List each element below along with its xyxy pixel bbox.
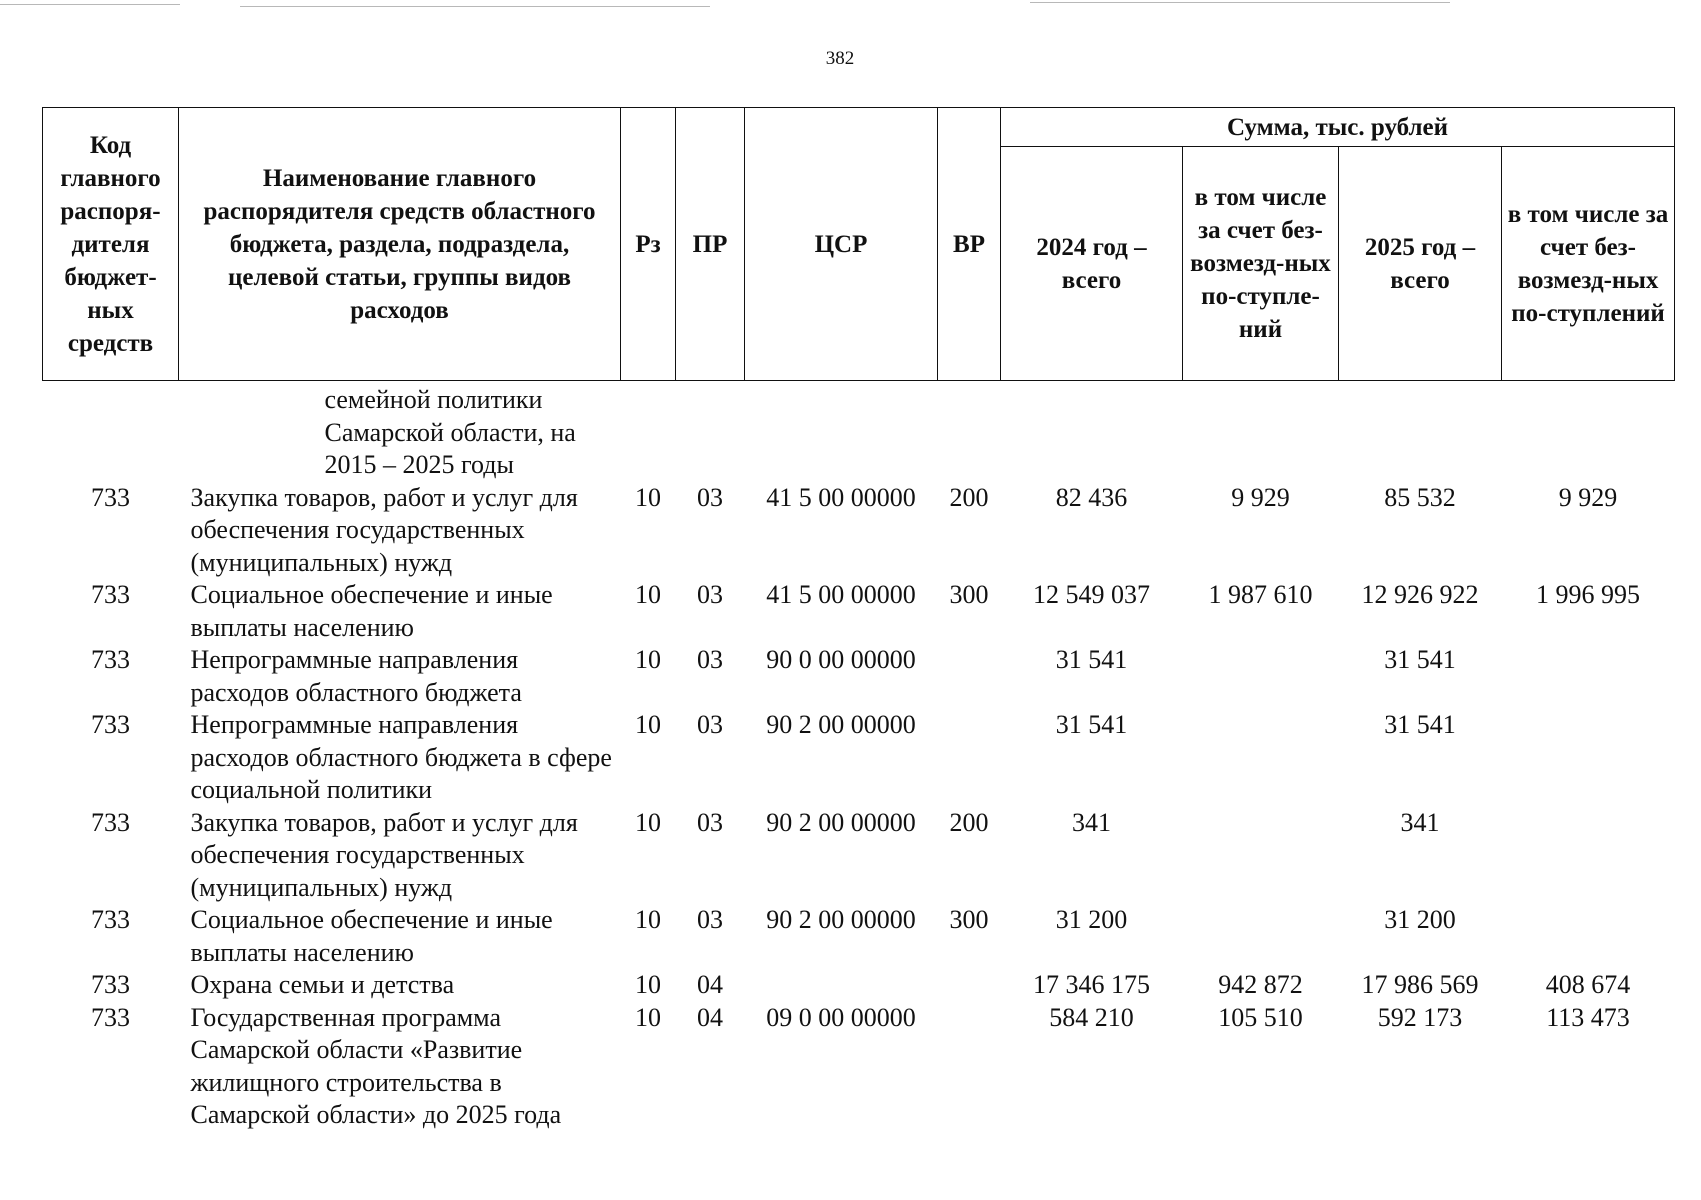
cell-code: 733 (91, 970, 130, 999)
cell-name: Социальное обеспечение и иные выплаты населению (190, 905, 553, 967)
cell-name: Охрана семьи и детства (190, 970, 455, 999)
cell-code: 733 (91, 482, 130, 512)
cell-2024-total: 31 541 (1055, 710, 1128, 739)
cell-pr: 03 (697, 645, 723, 674)
cell-2024-free: 9 929 (1231, 482, 1290, 512)
cell-2025-total: 12 926 922 (1361, 580, 1479, 609)
cell-pr: 04 (697, 970, 723, 999)
cell-rz: 10 (635, 807, 661, 837)
cell-2025-free (1502, 381, 1675, 482)
cell-vr (938, 381, 1001, 482)
cell-2024-total: 17 346 175 (1033, 970, 1150, 999)
cell-code (43, 381, 179, 482)
header-sum: Сумма, тыс. рублей (1001, 108, 1675, 147)
cell-2024-total: 31 541 (1055, 645, 1128, 674)
cell-rz: 10 (635, 970, 661, 999)
cell-name: Социальное обеспечение и иные выплаты населению (190, 580, 553, 642)
cell-2025-total: 341 (1400, 807, 1440, 837)
cell-pr: 03 (697, 580, 723, 609)
cell-code: 733 (91, 710, 130, 739)
cell-2025-total: 592 173 (1377, 1002, 1463, 1032)
table-body (43, 381, 1675, 1132)
cell-csr (745, 381, 938, 482)
cell-csr: 90 2 00 00000 (766, 710, 916, 739)
cell-2024-free (1183, 807, 1339, 905)
cell-rz: 10 (635, 645, 661, 674)
table-row (43, 644, 1675, 709)
header-2025-total: 2025 год – всего (1339, 147, 1502, 381)
cell-csr: 41 5 00 00000 (766, 580, 916, 609)
header-vr: ВР (938, 108, 1001, 381)
cell-2024-free (1183, 709, 1339, 807)
cell-rz (621, 381, 676, 482)
cell-rz: 10 (635, 710, 661, 739)
cell-code: 733 (91, 580, 130, 609)
cell-code: 733 (91, 645, 130, 674)
cell-2024-free: 1 987 610 (1208, 580, 1313, 609)
cell-name: Закупка товаров, работ и услуг для обеспечения государственных (муниципальных) нужд (190, 807, 578, 902)
cell-vr: 200 (949, 807, 989, 837)
cell-vr: 200 (949, 482, 989, 512)
page-number: 382 (825, 48, 855, 69)
cell-2025-total: 31 200 (1384, 905, 1456, 934)
cell-vr (938, 644, 1001, 709)
cell-csr: 90 0 00 00000 (766, 645, 916, 674)
cell-code: 733 (91, 905, 130, 934)
cell-csr: 90 2 00 00000 (766, 807, 916, 837)
cell-rz: 10 (635, 482, 661, 512)
cell-pr: 03 (697, 710, 723, 739)
table-row (43, 381, 1675, 482)
table-header (43, 108, 1675, 381)
cell-2024-free (1183, 644, 1339, 709)
cell-2025-free (1502, 807, 1675, 905)
scan-artifact-line (1030, 2, 1450, 3)
table-row (43, 482, 1675, 580)
cell-2024-total: 341 (1072, 807, 1111, 837)
cell-csr: 41 5 00 00000 (766, 482, 916, 512)
cell-2024-total (1001, 381, 1183, 482)
cell-2025-free (1502, 644, 1675, 709)
cell-csr: 90 2 00 00000 (766, 905, 916, 934)
cell-2025-free: 408 674 (1545, 970, 1631, 999)
cell-2025-total: 31 541 (1384, 710, 1456, 739)
cell-pr: 03 (697, 482, 723, 512)
cell-2024-total: 584 210 (1049, 1002, 1134, 1032)
cell-2025-free: 9 929 (1558, 482, 1618, 512)
cell-code: 733 (91, 807, 130, 837)
table-row (43, 904, 1675, 969)
cell-2024-total: 31 200 (1055, 905, 1128, 934)
cell-2024-total: 12 549 037 (1033, 580, 1150, 609)
cell-rz: 10 (635, 1002, 661, 1032)
cell-name: семейной политики Самарской области, на 2015 – 2025 годы (324, 385, 576, 479)
cell-rz: 10 (635, 905, 661, 934)
cell-2024-free (1183, 904, 1339, 969)
cell-vr: 300 (949, 905, 989, 934)
cell-2025-free (1502, 904, 1675, 969)
cell-2024-free: 942 872 (1218, 970, 1303, 999)
cell-csr (745, 969, 938, 1002)
cell-2025-total (1339, 381, 1502, 482)
cell-name: Государственная программа Самарской области «Развитие жилищного строительства в Самарской области» до 2025 года (190, 1002, 562, 1129)
cell-2024-free: 105 510 (1218, 1002, 1303, 1032)
cell-pr: 03 (697, 807, 723, 837)
scan-artifact-line (240, 6, 710, 7)
table-row (43, 807, 1675, 905)
cell-rz: 10 (635, 580, 661, 609)
cell-2024-total: 82 436 (1055, 482, 1128, 512)
header-2024-free: в том числе за счет без-возмезд-ных по-ступле-ний (1183, 147, 1339, 381)
table-row (43, 1002, 1675, 1132)
header-csr: ЦСР (745, 108, 938, 381)
cell-csr: 09 0 00 00000 (766, 1002, 916, 1032)
cell-2025-free (1502, 709, 1675, 807)
header-2024-total: 2024 год – всего (1001, 147, 1183, 381)
cell-2025-total: 85 532 (1384, 482, 1456, 512)
header-name: Наименование главного распорядителя средств областного бюджета, раздела, подраздела, целевой статьи, группы видов расходов (179, 108, 621, 381)
cell-pr (676, 381, 745, 482)
cell-vr (938, 709, 1001, 807)
cell-2024-free (1183, 381, 1339, 482)
header-pr: ПР (676, 108, 745, 381)
cell-vr: 300 (949, 580, 989, 609)
cell-name: Непрограммные направления расходов областного бюджета в сфере социальной политики (190, 710, 612, 804)
header-2025-free: в том числе за счет без-возмезд-ных по-ступлений (1502, 147, 1675, 381)
cell-name: Закупка товаров, работ и услуг для обеспечения государственных (муниципальных) нужд (190, 482, 578, 577)
table-row (43, 969, 1675, 1002)
cell-2025-free: 1 996 995 (1536, 580, 1641, 609)
table-row (43, 579, 1675, 644)
cell-pr: 04 (697, 1002, 723, 1032)
header-code: Код главного распоря-дителя бюджет-ных средств (43, 108, 179, 381)
cell-vr (938, 969, 1001, 1002)
cell-code: 733 (91, 1002, 130, 1032)
cell-2025-total: 17 986 569 (1361, 970, 1479, 999)
cell-2025-free: 113 473 (1546, 1002, 1630, 1032)
header-rz: Рз (621, 108, 676, 381)
table-row (43, 709, 1675, 807)
cell-pr: 03 (697, 905, 723, 934)
scan-artifact-line (0, 4, 180, 5)
budget-table (42, 107, 1675, 1132)
cell-vr (938, 1002, 1001, 1132)
cell-name: Непрограммные направления расходов областного бюджета (190, 645, 522, 707)
cell-2025-total: 31 541 (1384, 645, 1456, 674)
